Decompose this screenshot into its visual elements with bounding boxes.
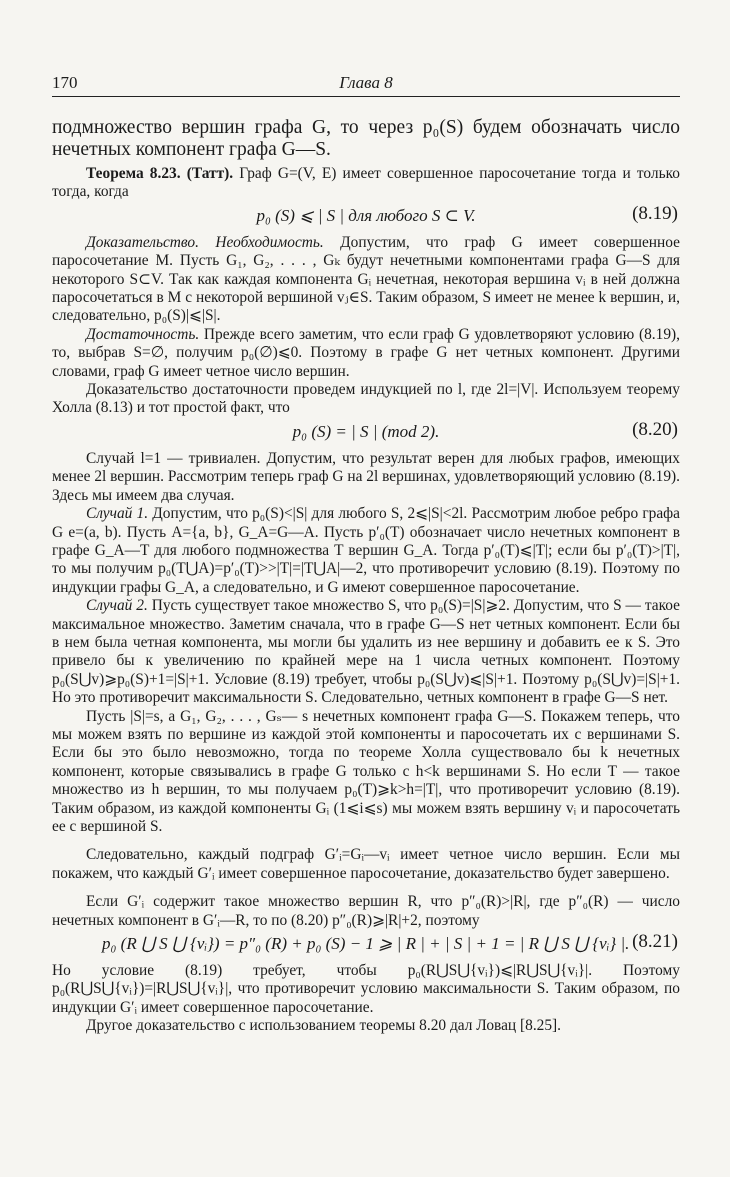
- case-2-text: Пусть существует такое множество S, что p₀(S)=|S|⩾2. Допустим, что S — такое максимальное множество. Заметим сначала, что в графе G—S нет четных компонент. Если бы в нем была четная компонента, мы могли бы удалить из нее вершину и добавить ее к S. Это привело бы к увеличению по крайней мере на 1 числа четных компонент. Поэтому p₀(S⋃v)⩾p₀(S)+1=|S|+1. Условие (8.19) требует, чтобы p₀(S⋃v)⩽|S|+1. Поэтому p₀(S⋃v)=|S|+1. Но это противоречит максимальности S. Следовательно, четных компонент в графе G—S нет.: [52, 597, 680, 707]
- equation-number: (8.21): [632, 931, 678, 953]
- theorem-text: Граф G=(V, E) имеет совершенное паросочетание тогда и только тогда, когда: [52, 165, 681, 201]
- case-trivial-paragraph: Случай l=1 — тривиален. Допустим, что результат верен для любых графов, имеющих менее 2l вершин. Рассмотрим теперь граф G на 2l вершинах, удовлетворяющий условию (8.19). Здесь мы имеем два случая.: [52, 449, 681, 504]
- case-2-label: Случай 2.: [86, 597, 148, 615]
- equation-number: (8.19): [632, 202, 678, 224]
- condition-paragraph: Но условие (8.19) требует, чтобы p₀(R⋃S⋃{vᵢ})⩽|R⋃S⋃{vᵢ}|. Поэтому p₀(R⋃S⋃{vᵢ})=|R⋃S⋃{vᵢ}|, что противоречит условию максимальности S. Таким образом, по индукции G′ᵢ имеет совершенное паросочетание.: [52, 962, 680, 1016]
- proof-sufficiency-text: Прежде всего заметим, что если граф G удовлетворяют условию (8.19), то, выбрав S=∅, получим p₀(∅)⩽0. Поэтому в графе G нет четных компонент. Другими словами, граф G имеет четное число вершин.: [52, 325, 680, 380]
- formula-8-19: [52, 202, 680, 229]
- proof-necessity-label: Доказательство. Необходимость.: [86, 233, 324, 251]
- lead-paragraph: подмножество вершин графа G, то через p₀(S) будем обозначать число нечетных компонент графа G—S.: [52, 117, 680, 160]
- proof-necessity-paragraph: [52, 234, 680, 326]
- running-header: [52, 70, 680, 97]
- components-paragraph: Пусть |S|=s, а G₁, G₂, . . . , Gₛ— s нечетных компонент графа G—S. Покажем теперь, что мы можем взять по вершине из каждой этой компоненты и паросочетать их с вершинами S. Если бы это было невозможно, тогда по теореме Холла существовало бы k нечетных компонент, которые связывались в графе G только с h<k вершинами S. Но если T — такое множество из h вершин, то мы получаем p₀(T)⩾k>h=|T|, что противоречит условию (8.19). Таким образом, из каждой компоненты Gᵢ (1⩽i⩽s) мы можем взять вершину vᵢ и паросочетать ее с вершиной S.: [52, 707, 680, 835]
- equation-number: (8.20): [632, 418, 678, 440]
- formula-expression: p₀ (S) ⩽ | S | для любого S ⊂ V.: [256, 205, 476, 225]
- case-1-text: Допустим, что p₀(S)<|S| для любого S, 2⩽|S|<2l. Рассмотрим любое ребро графа G e=(a, b). Пусть A={a, b}, G_A=G—A. Пусть p′₀(T) обозначает число нечетных компонент в графе G_A—T для любого подмножества T вершин G_A. Тогда p′₀(T)⩽|T|; если бы p′₀(T)>|T|, то мы получим p₀(T⋃A)=p′₀(T)>>|T|=|T⋃A|—2, что противоречит условию (8.19). Поэтому по индукции графы G_A, а следовательно, и G имеют совершенное паросочетание.: [52, 505, 680, 596]
- case-2-paragraph: [52, 597, 680, 707]
- chapter-title: Глава 8: [339, 73, 393, 92]
- induction-intro-paragraph: Доказательство достаточности проведем индукцией по l, где 2l=|V|. Используем теорему Холла (8.13) и тот простой факт, что: [52, 381, 680, 417]
- theorem-label: Теорема 8.23. (Татт).: [86, 165, 234, 182]
- theorem-paragraph: [52, 165, 680, 202]
- subgraph-paragraph: Следовательно, каждый подграф G′ᵢ=Gᵢ—vᵢ имеет четное число вершин. Если мы покажем, что каждый G′ᵢ имеет совершенное паросочетание, доказательство будет завершено.: [52, 846, 680, 882]
- formula-expression: p₀ (S) = | S | (mod 2).: [292, 421, 440, 441]
- proof-sufficiency-paragraph: [52, 326, 680, 381]
- case-1-paragraph: [52, 505, 680, 597]
- book-page: [52, 70, 680, 1036]
- proof-necessity-text: Допустим, что граф G имеет совершенное паросочетание M. Пусть G₁, G₂, . . . , Gₖ будут нечетными компонентами графа G—S для некоторого S⊂V. Так как каждая компонента Gᵢ нечетная, некоторая вершина vᵢ в ней должна паросочетаться в M с некоторой вершиной vⱼ∈S. Таким образом, S имеет не менее k вершин, и, следовательно, p₀(S)|⩽|S|.: [52, 233, 680, 325]
- proof-sufficiency-label: Достаточность.: [86, 325, 200, 343]
- page-body: [52, 165, 680, 1036]
- case-1-label: Случай 1.: [86, 505, 149, 523]
- formula-expression: p₀ (R ⋃ S ⋃ {vᵢ}) = p″₀ (R) + p₀ (S) − 1 ⩾ | R | + | S | + 1 = | R ⋃ S ⋃ {vᵢ} |.: [102, 934, 630, 954]
- formula-8-21: [52, 931, 680, 957]
- if-contains-paragraph: Если G′ᵢ содержит такое множество вершин R, что p″₀(R)>|R|, где p″₀(R) — число нечетных компонент в G′ᵢ—R, то по (8.20) p″₀(R)⩾|R|+2, поэтому: [52, 893, 680, 929]
- page-number: 170: [52, 73, 78, 92]
- other-proof-paragraph: Другое доказательство с использованием теоремы 8.20 дал Ловац [8.25].: [86, 1017, 562, 1035]
- formula-8-20: [52, 418, 680, 445]
